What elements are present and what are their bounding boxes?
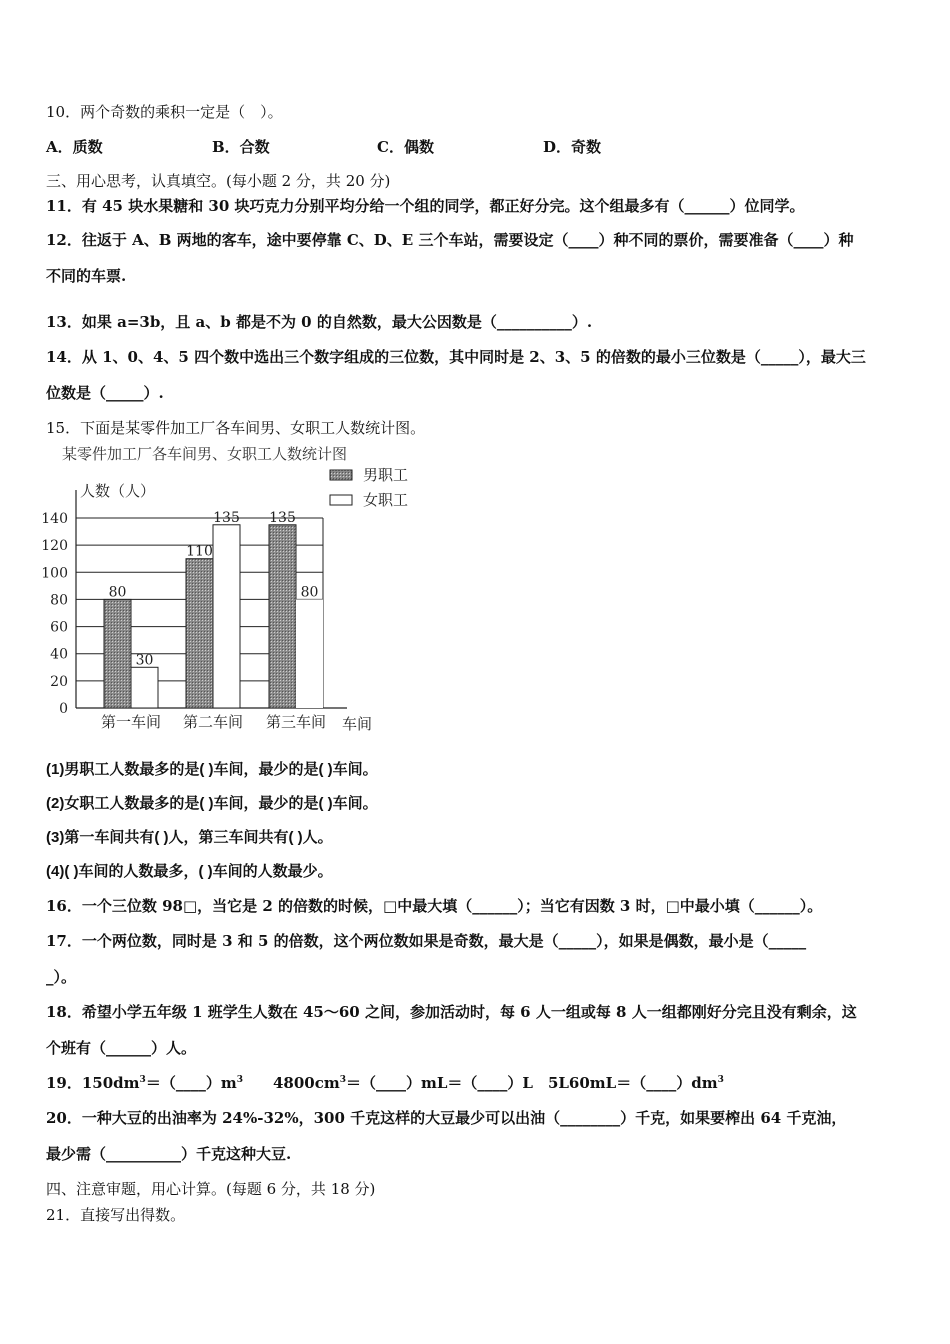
bar-value-label: 110 <box>186 543 213 560</box>
q15-sub-3: (3)第一车间共有( )人，第三车间共有( )人。 <box>46 829 333 846</box>
q13-text: 13．如果 a=3b，且 a、b 都是不为 0 的自然数，最大公因数是（__________）. <box>46 313 593 331</box>
q21-text: 21．直接写出得数。 <box>46 1206 186 1224</box>
q15-sub-2: (2)女职工人数最多的是( )车间，最少的是( )车间。 <box>46 795 378 812</box>
q10-stem: 10．两个奇数的乘积一定是（ ）。 <box>46 103 283 121</box>
bar-male-3 <box>269 525 296 708</box>
q19-sup1: 3 <box>139 1075 146 1085</box>
bar-chart <box>40 440 440 740</box>
x-tick-label: 第二车间 <box>182 713 244 731</box>
q12-line2: 不同的车票. <box>46 267 127 285</box>
q10-option-c: C．偶数 <box>377 138 434 156</box>
legend-label: 男职工 <box>363 466 409 484</box>
q17-line2: _）。 <box>46 968 77 986</box>
section-3-title: 三、用心思考，认真填空。(每小题 2 分，共 20 分) <box>46 172 391 190</box>
bar-value-label: 80 <box>300 584 319 601</box>
q14-line1: 14．从 1、0、4、5 四个数中选出三个数字组成的三位数，其中同时是 2、3、5 的倍数的最小三位数是（_____），最大三 <box>46 348 866 366</box>
q18-line2: 个班有（______）人。 <box>46 1039 197 1057</box>
y-tick-label: 120 <box>41 538 68 555</box>
section-4-title: 四、注意审题，用心计算。(每题 6 分，共 18 分) <box>46 1180 376 1198</box>
chart-ylabel: 人数（人） <box>80 482 156 500</box>
bar-female-2 <box>213 525 240 708</box>
q19-sup4: 3 <box>717 1075 724 1085</box>
q19-part1: 150dm <box>81 1074 140 1092</box>
q19-part3: 4800cm <box>272 1074 340 1092</box>
q16-text: 16．一个三位数 98□，当它是 2 的倍数的时候，□中最大填（______）；当它有因数 3 时，□中最小填（______）。 <box>46 897 823 915</box>
q19-prefix: 19． <box>46 1074 82 1092</box>
q10-option-a: A．质数 <box>46 138 103 156</box>
legend-label: 女职工 <box>363 491 409 509</box>
chart-title: 某零件加工厂各车间男、女职工人数统计图 <box>62 445 348 463</box>
y-tick-label: 40 <box>50 646 68 663</box>
q15-sub-1: (1)男职工人数最多的是( )车间，最少的是( )车间。 <box>46 761 378 778</box>
q18-line1: 18．希望小学五年级 1 班学生人数在 45～60 之间，参加活动时，每 6 人一组或每 8 人一组都刚好分完且没有剩余，这 <box>46 1003 857 1021</box>
x-tick-label: 第三车间 <box>265 713 327 731</box>
chart-xlabel: 车间 <box>342 715 373 733</box>
bar-female-1 <box>131 667 158 708</box>
q17-line1: 17．一个两位数，同时是 3 和 5 的倍数，这个两位数如果是奇数，最大是（_____），如果是偶数，最小是（_____ <box>46 932 807 950</box>
q12-line1: 12．往返于 A、B 两地的客车，途中要停靠 C、D、E 三个车站，需要设定（____）种不同的票价，需要准备（____）种 <box>46 231 854 249</box>
q19-part4: ＝（____）mL＝（____）L 5L60mL＝（____）dm <box>345 1074 718 1092</box>
bar-value-label: 80 <box>108 584 127 601</box>
y-tick-label: 100 <box>41 565 68 582</box>
q19-text <box>46 1073 724 1093</box>
y-tick-label: 20 <box>50 673 68 690</box>
bar-male-2 <box>186 559 213 708</box>
y-tick-label: 80 <box>50 592 68 609</box>
bar-female-3 <box>296 599 323 708</box>
q10-option-d: D．奇数 <box>543 138 602 156</box>
q19-sup3: 3 <box>339 1075 346 1085</box>
q15-stem: 15．下面是某零件加工厂各车间男、女职工人数统计图。 <box>46 419 426 437</box>
y-tick-label: 0 <box>59 701 68 717</box>
q10-option-b: B．合数 <box>212 138 270 156</box>
x-tick-label: 第一车间 <box>100 713 162 731</box>
q20-line2: 最少需（__________）千克这种大豆. <box>46 1145 292 1163</box>
y-tick-label: 140 <box>41 511 68 527</box>
bar-value-label: 135 <box>269 509 296 526</box>
y-tick-label: 60 <box>50 619 68 636</box>
q15-sub-4: (4)( )车间的人数最多，( )车间的人数最少。 <box>46 863 333 880</box>
bar-value-label: 135 <box>213 509 240 526</box>
q19-sup2: 3 <box>236 1075 243 1085</box>
q11-text: 11．有 45 块水果糖和 30 块巧克力分别平均分给一个组的同学，都正好分完。这个组最多有（______）位同学。 <box>46 197 805 215</box>
q20-line1: 20．一种大豆的出油率为 24%-32%，300 千克这样的大豆最少可以出油（________）千克，如果要榨出 64 千克油， <box>46 1109 847 1127</box>
bar-male-1 <box>104 599 131 708</box>
bar-value-label: 30 <box>135 652 154 669</box>
q14-line2: 位数是（_____）. <box>46 384 164 402</box>
legend-swatch-female <box>330 495 352 505</box>
legend-swatch-male <box>330 470 352 480</box>
q19-part2: ＝（____）m <box>145 1074 237 1092</box>
